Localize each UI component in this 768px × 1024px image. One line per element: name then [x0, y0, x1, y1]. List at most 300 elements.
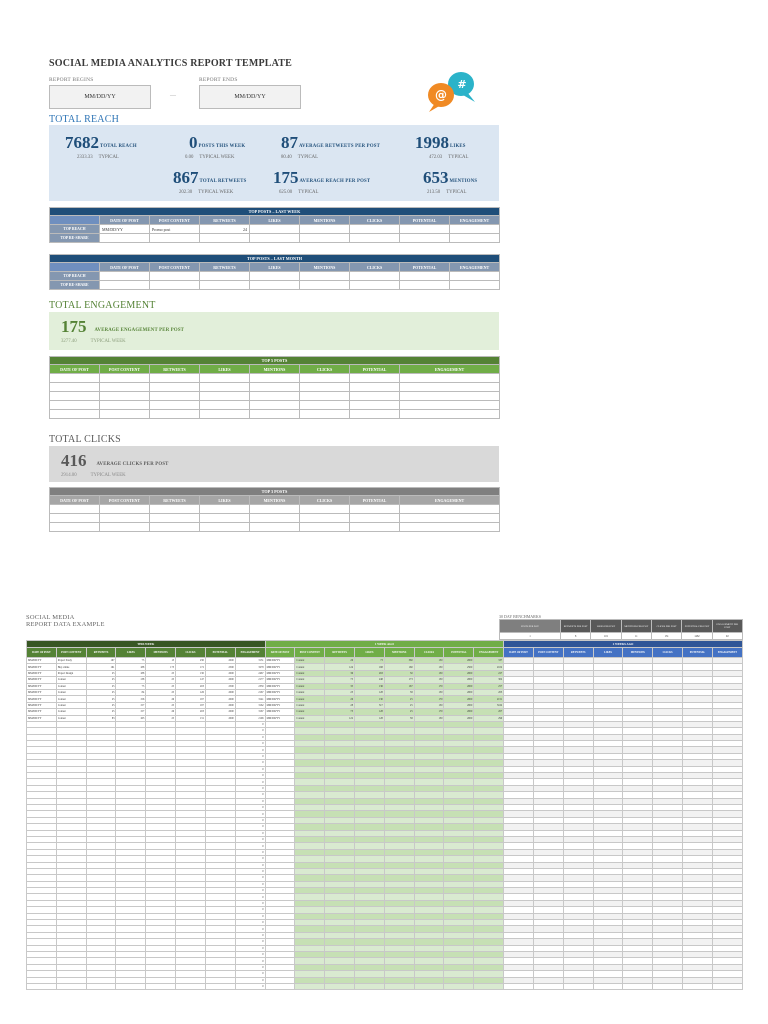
table-cell[interactable]: 0	[235, 830, 265, 836]
table-cell[interactable]	[150, 374, 200, 383]
table-cell[interactable]: 2000	[444, 709, 474, 715]
table-cell[interactable]	[50, 514, 100, 523]
table-cell[interactable]: 0	[235, 721, 265, 727]
table-cell[interactable]: 2000	[205, 658, 235, 664]
table-cell[interactable]: 188	[116, 664, 146, 670]
table-cell[interactable]: MM/DD/YY	[27, 689, 57, 695]
table-cell[interactable]: MM/DD/YY	[27, 683, 57, 689]
table-cell[interactable]: 0	[235, 888, 265, 894]
table-cell[interactable]: 0	[235, 785, 265, 791]
table-cell[interactable]: 2000	[205, 715, 235, 721]
table-cell[interactable]	[563, 983, 593, 989]
table-cell[interactable]: 26	[146, 696, 176, 702]
table-cell[interactable]: 197	[176, 702, 206, 708]
table-cell[interactable]: 163	[116, 715, 146, 721]
table-cell[interactable]: MM/DD/YY	[265, 709, 295, 715]
table-cell[interactable]	[504, 983, 534, 989]
table-cell[interactable]: 337	[474, 658, 504, 664]
table-cell[interactable]: 130	[414, 664, 444, 670]
table-cell[interactable]	[400, 505, 500, 514]
table-cell[interactable]: 2000	[205, 689, 235, 695]
table-cell[interactable]: 0	[235, 939, 265, 945]
table-cell[interactable]	[100, 523, 150, 532]
table-cell[interactable]	[300, 523, 350, 532]
table-cell[interactable]: Contest	[295, 696, 325, 702]
table-cell[interactable]	[250, 401, 300, 410]
table-cell[interactable]: 38	[384, 715, 414, 721]
table-cell[interactable]: 0	[235, 836, 265, 842]
table-cell[interactable]	[200, 383, 250, 392]
table-cell[interactable]	[400, 523, 500, 532]
table-cell[interactable]	[350, 383, 400, 392]
table-cell[interactable]	[350, 523, 400, 532]
table-cell[interactable]: 25	[384, 709, 414, 715]
table-cell[interactable]	[56, 983, 86, 989]
table-cell[interactable]: 128	[355, 689, 385, 695]
table-cell[interactable]: 2000	[205, 696, 235, 702]
table-cell[interactable]: MM/DD/YY	[265, 658, 295, 664]
table-cell[interactable]: 50	[384, 670, 414, 676]
table-cell[interactable]	[400, 374, 500, 383]
table-cell[interactable]: 131	[176, 715, 206, 721]
table-cell[interactable]: 25	[146, 670, 176, 676]
table-cell[interactable]: 2000	[444, 689, 474, 695]
table-cell[interactable]: MM/DD/YY	[265, 664, 295, 670]
table-cell[interactable]: MM/DD/YY	[27, 677, 57, 683]
table-cell[interactable]: 128	[355, 709, 385, 715]
table-cell[interactable]	[146, 983, 176, 989]
table-cell[interactable]	[350, 392, 400, 401]
table-cell[interactable]: 0	[235, 792, 265, 798]
table-cell[interactable]	[450, 234, 500, 243]
table-cell[interactable]: 0	[235, 900, 265, 906]
table-cell[interactable]: 2102	[474, 664, 504, 670]
table-cell[interactable]	[250, 374, 300, 383]
table-cell[interactable]: 25	[146, 715, 176, 721]
table-cell[interactable]	[200, 505, 250, 514]
table-cell[interactable]: 130	[414, 658, 444, 664]
table-cell[interactable]: 25	[146, 689, 176, 695]
table-cell[interactable]: Contest	[295, 715, 325, 721]
table-cell[interactable]: Contest	[56, 683, 86, 689]
table-cell[interactable]: 0	[235, 811, 265, 817]
table-cell[interactable]: 2330	[235, 683, 265, 689]
table-cell[interactable]	[350, 272, 400, 281]
table-cell[interactable]: 2151	[474, 696, 504, 702]
table-cell[interactable]: 230	[176, 658, 206, 664]
table-cell[interactable]: Contest	[295, 702, 325, 708]
table-cell[interactable]: Contest	[56, 709, 86, 715]
table-cell[interactable]	[300, 374, 350, 383]
table-cell[interactable]: 3278	[235, 664, 265, 670]
table-cell[interactable]: 0	[235, 951, 265, 957]
table-cell[interactable]	[350, 225, 400, 234]
table-cell[interactable]	[250, 410, 300, 419]
table-cell[interactable]: 3167	[235, 709, 265, 715]
table-cell[interactable]: 0	[235, 913, 265, 919]
table-cell[interactable]: 0	[235, 926, 265, 932]
table-cell[interactable]: 25	[86, 689, 116, 695]
table-cell[interactable]	[200, 374, 250, 383]
table-cell[interactable]	[50, 401, 100, 410]
table-cell[interactable]: MM/DD/YY	[27, 702, 57, 708]
table-cell[interactable]	[100, 272, 150, 281]
table-cell[interactable]: 0	[235, 983, 265, 989]
table-cell[interactable]: 147	[176, 677, 206, 683]
table-cell[interactable]: Contest	[56, 715, 86, 721]
table-cell[interactable]: 203	[474, 689, 504, 695]
table-cell[interactable]: Buy online	[56, 664, 86, 670]
table-cell[interactable]	[355, 983, 385, 989]
table-cell[interactable]	[400, 410, 500, 419]
table-cell[interactable]: 25	[384, 696, 414, 702]
table-cell[interactable]: 263	[355, 670, 385, 676]
table-cell[interactable]: 130	[176, 670, 206, 676]
table-cell[interactable]: 13	[146, 658, 176, 664]
table-cell[interactable]: 25	[86, 670, 116, 676]
table-cell[interactable]: 0	[235, 932, 265, 938]
table-cell[interactable]: 0	[235, 964, 265, 970]
table-cell[interactable]: 73	[355, 658, 385, 664]
table-cell[interactable]	[150, 401, 200, 410]
table-cell[interactable]	[150, 523, 200, 532]
table-cell[interactable]: 25	[146, 683, 176, 689]
table-cell[interactable]: 0	[235, 773, 265, 779]
table-cell[interactable]	[400, 272, 450, 281]
table-cell[interactable]: 170	[414, 696, 444, 702]
table-cell[interactable]: 25	[86, 677, 116, 683]
table-cell[interactable]: Contest	[295, 664, 325, 670]
table-cell[interactable]: Contest	[295, 683, 325, 689]
table-cell[interactable]	[200, 392, 250, 401]
table-cell[interactable]: 0	[235, 945, 265, 951]
table-cell[interactable]: 227	[474, 670, 504, 676]
table-cell[interactable]: 0	[235, 817, 265, 823]
table-cell[interactable]	[100, 374, 150, 383]
table-cell[interactable]: 167	[384, 683, 414, 689]
table-cell[interactable]: 2000	[205, 670, 235, 676]
table-cell[interactable]: Contest	[295, 670, 325, 676]
table-cell[interactable]	[250, 234, 300, 243]
table-cell[interactable]	[100, 401, 150, 410]
table-cell[interactable]: 0	[235, 862, 265, 868]
table-cell[interactable]: 168	[355, 664, 385, 670]
table-cell[interactable]: 26	[325, 696, 355, 702]
table-cell[interactable]: MM/DD/YY	[265, 677, 295, 683]
table-cell[interactable]	[300, 401, 350, 410]
table-cell[interactable]: 0	[235, 760, 265, 766]
table-cell[interactable]: 128	[355, 715, 385, 721]
report-ends-field[interactable]: MM/DD/YY	[199, 85, 301, 109]
table-cell[interactable]: 2167	[235, 689, 265, 695]
table-cell[interactable]: 0	[235, 958, 265, 964]
table-cell[interactable]: MM/DD/YY	[100, 225, 150, 234]
table-cell[interactable]: 2000	[444, 715, 474, 721]
table-cell[interactable]	[325, 983, 355, 989]
table-cell[interactable]	[300, 392, 350, 401]
table-cell[interactable]: 130	[414, 715, 444, 721]
table-cell[interactable]: 0	[235, 856, 265, 862]
table-cell[interactable]: 0	[235, 804, 265, 810]
table-cell[interactable]	[350, 401, 400, 410]
table-cell[interactable]	[350, 410, 400, 419]
table-cell[interactable]: MM/DD/YY	[265, 696, 295, 702]
table-cell[interactable]: 26	[325, 658, 355, 664]
table-cell[interactable]: 317	[355, 702, 385, 708]
table-cell[interactable]: 2000	[205, 709, 235, 715]
table-cell[interactable]: MM/DD/YY	[27, 709, 57, 715]
table-cell[interactable]	[205, 983, 235, 989]
table-cell[interactable]	[176, 983, 206, 989]
table-cell[interactable]: 0	[235, 747, 265, 753]
table-cell[interactable]: 257	[474, 683, 504, 689]
table-cell[interactable]	[50, 505, 100, 514]
table-cell[interactable]	[86, 983, 116, 989]
table-cell[interactable]	[623, 983, 653, 989]
table-cell[interactable]: 3162	[474, 702, 504, 708]
table-cell[interactable]: Contest	[56, 677, 86, 683]
table-cell[interactable]: 0	[235, 734, 265, 740]
table-cell[interactable]: 2500	[205, 664, 235, 670]
table-cell[interactable]: 25	[146, 702, 176, 708]
table-cell[interactable]	[150, 514, 200, 523]
table-cell[interactable]: MM/DD/YY	[265, 702, 295, 708]
table-cell[interactable]: 25	[384, 702, 414, 708]
table-cell[interactable]	[250, 392, 300, 401]
table-cell[interactable]: 0	[235, 971, 265, 977]
table-cell[interactable]: 0	[235, 843, 265, 849]
table-cell[interactable]	[400, 401, 500, 410]
table-cell[interactable]	[250, 225, 300, 234]
table-cell[interactable]: 25	[86, 696, 116, 702]
table-cell[interactable]: 2500	[444, 664, 474, 670]
table-cell[interactable]	[414, 983, 444, 989]
table-cell[interactable]: Project Design	[56, 670, 86, 676]
table-cell[interactable]	[400, 281, 450, 290]
table-cell[interactable]	[250, 505, 300, 514]
table-cell[interactable]: 157	[116, 709, 146, 715]
table-cell[interactable]	[400, 514, 500, 523]
table-cell[interactable]	[450, 281, 500, 290]
table-cell[interactable]	[200, 523, 250, 532]
table-cell[interactable]: 2177	[235, 677, 265, 683]
table-cell[interactable]	[150, 234, 200, 243]
table-cell[interactable]: 248	[355, 677, 385, 683]
table-cell[interactable]	[250, 523, 300, 532]
report-begins-field[interactable]: MM/DD/YY	[49, 85, 151, 109]
table-cell[interactable]	[300, 225, 350, 234]
table-cell[interactable]	[250, 514, 300, 523]
table-cell[interactable]: 122	[325, 715, 355, 721]
table-cell[interactable]	[200, 410, 250, 419]
table-cell[interactable]: 0	[235, 728, 265, 734]
table-cell[interactable]	[350, 281, 400, 290]
table-cell[interactable]: 170	[414, 709, 444, 715]
table-cell[interactable]	[300, 272, 350, 281]
table-cell[interactable]: 170	[414, 683, 444, 689]
table-cell[interactable]: 203	[176, 709, 206, 715]
table-cell[interactable]	[384, 983, 414, 989]
table-cell[interactable]	[200, 281, 250, 290]
table-cell[interactable]: 130	[414, 702, 444, 708]
table-cell[interactable]: MM/DD/YY	[265, 689, 295, 695]
table-cell[interactable]	[400, 225, 450, 234]
table-cell[interactable]	[450, 272, 500, 281]
table-cell[interactable]: 156	[116, 696, 146, 702]
table-cell[interactable]	[350, 374, 400, 383]
table-cell[interactable]: 161	[86, 664, 116, 670]
table-cell[interactable]	[100, 281, 150, 290]
table-cell[interactable]: 207	[474, 709, 504, 715]
table-cell[interactable]	[100, 383, 150, 392]
table-cell[interactable]: 25	[86, 709, 116, 715]
table-cell[interactable]: 3141	[235, 696, 265, 702]
table-cell[interactable]	[150, 272, 200, 281]
table-cell[interactable]: 126	[176, 689, 206, 695]
table-cell[interactable]	[593, 983, 623, 989]
table-cell[interactable]	[300, 410, 350, 419]
table-cell[interactable]	[350, 505, 400, 514]
table-cell[interactable]: MM/DD/YY	[27, 664, 57, 670]
table-cell[interactable]: Project Study	[56, 658, 86, 664]
table-cell[interactable]: 2500	[205, 683, 235, 689]
table-cell[interactable]: Promo post	[150, 225, 200, 234]
table-cell[interactable]: 24	[200, 225, 250, 234]
table-cell[interactable]: 290	[474, 715, 504, 721]
table-cell[interactable]	[200, 401, 250, 410]
table-cell[interactable]: 302	[474, 677, 504, 683]
table-cell[interactable]: 2000	[444, 702, 474, 708]
table-cell[interactable]: 130	[414, 689, 444, 695]
table-cell[interactable]	[150, 281, 200, 290]
table-cell[interactable]	[200, 234, 250, 243]
table-cell[interactable]: 84	[116, 689, 146, 695]
table-cell[interactable]	[200, 272, 250, 281]
table-cell[interactable]: 2000	[444, 683, 474, 689]
table-cell[interactable]: 173	[146, 664, 176, 670]
table-cell[interactable]: Contest	[295, 709, 325, 715]
table-cell[interactable]: 36	[325, 670, 355, 676]
table-cell[interactable]	[100, 392, 150, 401]
table-cell[interactable]: MM/DD/YY	[27, 696, 57, 702]
table-cell[interactable]	[150, 392, 200, 401]
table-cell[interactable]: 2000	[444, 670, 474, 676]
table-cell[interactable]: Contest	[295, 677, 325, 683]
table-cell[interactable]	[300, 383, 350, 392]
table-cell[interactable]	[533, 983, 563, 989]
table-cell[interactable]: 2000	[444, 677, 474, 683]
table-cell[interactable]	[50, 410, 100, 419]
table-cell[interactable]	[450, 225, 500, 234]
table-cell[interactable]: 173	[384, 677, 414, 683]
table-cell[interactable]	[295, 983, 325, 989]
table-cell[interactable]	[50, 374, 100, 383]
table-cell[interactable]: 0	[235, 868, 265, 874]
table-cell[interactable]: 73	[325, 709, 355, 715]
table-cell[interactable]: 167	[86, 658, 116, 664]
table-cell[interactable]	[150, 410, 200, 419]
table-cell[interactable]	[300, 514, 350, 523]
table-cell[interactable]: MM/DD/YY	[265, 715, 295, 721]
table-cell[interactable]: 2000	[444, 696, 474, 702]
table-cell[interactable]: 38	[384, 689, 414, 695]
table-cell[interactable]: 0	[235, 977, 265, 983]
table-cell[interactable]: 0	[235, 881, 265, 887]
table-cell[interactable]: 2196	[235, 715, 265, 721]
table-cell[interactable]: MM/DD/YY	[265, 670, 295, 676]
table-cell[interactable]	[100, 514, 150, 523]
table-cell[interactable]: 0	[235, 875, 265, 881]
table-cell[interactable]: 2467	[235, 670, 265, 676]
table-cell[interactable]: 0	[235, 798, 265, 804]
table-cell[interactable]: 130	[414, 677, 444, 683]
table-cell[interactable]: MM/DD/YY	[27, 715, 57, 721]
table-cell[interactable]: 75	[325, 677, 355, 683]
table-cell[interactable]: 0	[235, 907, 265, 913]
table-cell[interactable]	[300, 234, 350, 243]
table-cell[interactable]	[150, 383, 200, 392]
table-cell[interactable]: 0	[235, 824, 265, 830]
table-cell[interactable]: 83	[86, 715, 116, 721]
table-cell[interactable]: 0	[235, 753, 265, 759]
table-cell[interactable]: Contest	[295, 658, 325, 664]
table-cell[interactable]	[50, 383, 100, 392]
table-cell[interactable]: 35	[325, 683, 355, 689]
table-cell[interactable]: 203	[176, 683, 206, 689]
table-cell[interactable]	[300, 281, 350, 290]
table-cell[interactable]: 3162	[235, 702, 265, 708]
table-cell[interactable]	[250, 383, 300, 392]
table-cell[interactable]	[400, 392, 500, 401]
table-cell[interactable]: 130	[355, 696, 385, 702]
table-cell[interactable]: 172	[176, 664, 206, 670]
table-cell[interactable]	[100, 505, 150, 514]
table-cell[interactable]: 0	[235, 779, 265, 785]
table-cell[interactable]	[250, 281, 300, 290]
table-cell[interactable]: MM/DD/YY	[265, 683, 295, 689]
table-cell[interactable]	[683, 983, 713, 989]
table-cell[interactable]: 25	[86, 683, 116, 689]
table-cell[interactable]: 75	[116, 683, 146, 689]
table-cell[interactable]	[350, 234, 400, 243]
table-cell[interactable]	[50, 523, 100, 532]
table-cell[interactable]	[474, 983, 504, 989]
table-cell[interactable]: Contest	[56, 702, 86, 708]
table-cell[interactable]: Contest	[56, 689, 86, 695]
table-cell[interactable]: 2000	[205, 702, 235, 708]
table-cell[interactable]	[200, 514, 250, 523]
table-cell[interactable]: 136	[355, 683, 385, 689]
table-cell[interactable]: 25	[146, 677, 176, 683]
table-cell[interactable]: 28	[325, 702, 355, 708]
table-cell[interactable]	[300, 505, 350, 514]
table-cell[interactable]: 23	[325, 689, 355, 695]
table-cell[interactable]: MM/DD/YY	[27, 658, 57, 664]
table-cell[interactable]: 2000	[444, 658, 474, 664]
table-cell[interactable]: 0	[235, 920, 265, 926]
table-cell[interactable]: 3131	[235, 658, 265, 664]
table-cell[interactable]: 0	[235, 741, 265, 747]
table-cell[interactable]: 360	[384, 658, 414, 664]
table-cell[interactable]	[444, 983, 474, 989]
table-cell[interactable]	[27, 983, 57, 989]
table-cell[interactable]: MM/DD/YY	[27, 670, 57, 676]
table-cell[interactable]: 138	[116, 677, 146, 683]
table-cell[interactable]: 130	[414, 670, 444, 676]
table-cell[interactable]	[712, 983, 742, 989]
table-cell[interactable]	[250, 272, 300, 281]
table-cell[interactable]: 197	[176, 696, 206, 702]
